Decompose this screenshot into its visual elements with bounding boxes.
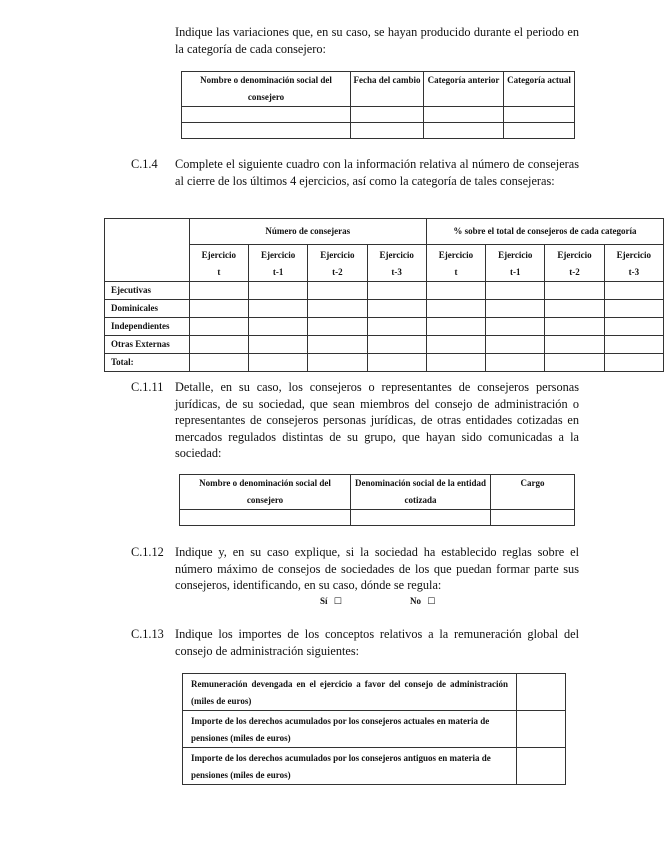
variations-table [181, 71, 575, 139]
header-number-women: Número de consejeras [189, 219, 426, 245]
table-row [105, 354, 664, 372]
table-row [180, 510, 575, 526]
table-row [105, 336, 664, 354]
subheader-year: Ejercicio t-3 [367, 245, 426, 282]
header-percent-women: % sobre el total de consejeros de cada categoría [426, 219, 663, 245]
subheader-year: Ejercicio t-3 [604, 245, 663, 282]
remuneration-value-cell[interactable] [517, 711, 566, 748]
row-label: Independientes [105, 318, 190, 336]
table-row [105, 318, 664, 336]
row-label: Ejecutivas [105, 282, 190, 300]
no-option[interactable] [410, 596, 435, 607]
section-number-c112: C.1.12 [131, 545, 164, 559]
subheader-year: Ejercicio t-2 [545, 245, 604, 282]
listed-entities-table [179, 474, 575, 526]
variations-header-name: Nombre o denominación social del consejero [182, 72, 351, 107]
section-text-c111: Detalle, en su caso, los consejeros o representantes de consejeros personas jurídicas, de su sociedad, que sean miembros del consejo de administración o representantes de consejeros personas jurídicas, de otras entidades cotizadas en mercados regulados distintas de su grupo, que hayan sido comunicadas a la sociedad: [175, 380, 579, 460]
yes-option[interactable] [320, 596, 342, 607]
table-row [183, 711, 566, 748]
section-text-c14: Complete el siguiente cuadro con la información relativa al número de consejeras al cierre de los últimos 4 ejercicios, así como la categoría de tales consejeras: [175, 157, 579, 188]
table-row [105, 282, 664, 300]
header-position: Cargo [491, 475, 575, 510]
subheader-year: Ejercicio t [189, 245, 248, 282]
remuneration-table [182, 673, 566, 785]
no-label: No [410, 596, 421, 606]
row-label: Total: [105, 354, 190, 372]
header-director-name: Nombre o denominación social del consejero [180, 475, 351, 510]
yes-label: Sí [320, 596, 328, 606]
subheader-year: Ejercicio t-1 [248, 245, 307, 282]
header-listed-entity: Denominación social de la entidad cotizada [351, 475, 491, 510]
remuneration-row-label: Remuneración devengada en el ejercicio a favor del consejo de administración (miles de euros) [183, 674, 517, 711]
subheader-year: Ejercicio t [426, 245, 485, 282]
section-text-c113: Indique los importes de los conceptos relativos a la remuneración global del consejo de administración siguientes: [175, 627, 579, 658]
women-directors-table [104, 218, 664, 372]
remuneration-row-label: Importe de los derechos acumulados por los consejeros antiguos en materia de pensiones (miles de euros) [183, 748, 517, 785]
remuneration-value-cell[interactable] [517, 748, 566, 785]
section-number-c111: C.1.11 [131, 380, 164, 394]
remuneration-value-cell[interactable] [517, 674, 566, 711]
row-label: Dominicales [105, 300, 190, 318]
table-row [183, 674, 566, 711]
section-number-c113: C.1.13 [131, 627, 164, 641]
variations-header-previous: Categoría anterior [424, 72, 504, 107]
variations-intro: Indique las variaciones que, en su caso, se hayan producido durante el periodo en la categoría de cada consejero: [175, 25, 579, 56]
table-row [183, 748, 566, 785]
yes-checkbox-icon[interactable]: ☐ [333, 597, 342, 607]
row-label: Otras Externas [105, 336, 190, 354]
variations-header-date: Fecha del cambio [351, 72, 424, 107]
table-row [182, 123, 575, 139]
variations-header-current: Categoría actual [504, 72, 575, 107]
section-number-c14: C.1.4 [131, 157, 158, 171]
table-row [105, 300, 664, 318]
section-text-c112: Indique y, en su caso explique, si la sociedad ha establecido reglas sobre el número máximo de consejos de sociedades de los que puedan formar parte sus consejeros, identificando, en su caso, dónde se regula: [175, 545, 579, 592]
subheader-year: Ejercicio t-1 [486, 245, 545, 282]
women-directors-table-wrapper [104, 218, 651, 367]
subheader-year: Ejercicio t-2 [308, 245, 367, 282]
remuneration-row-label: Importe de los derechos acumulados por los consejeros actuales en materia de pensiones (miles de euros) [183, 711, 517, 748]
table-row [182, 107, 575, 123]
no-checkbox-icon[interactable]: ☐ [427, 597, 436, 607]
